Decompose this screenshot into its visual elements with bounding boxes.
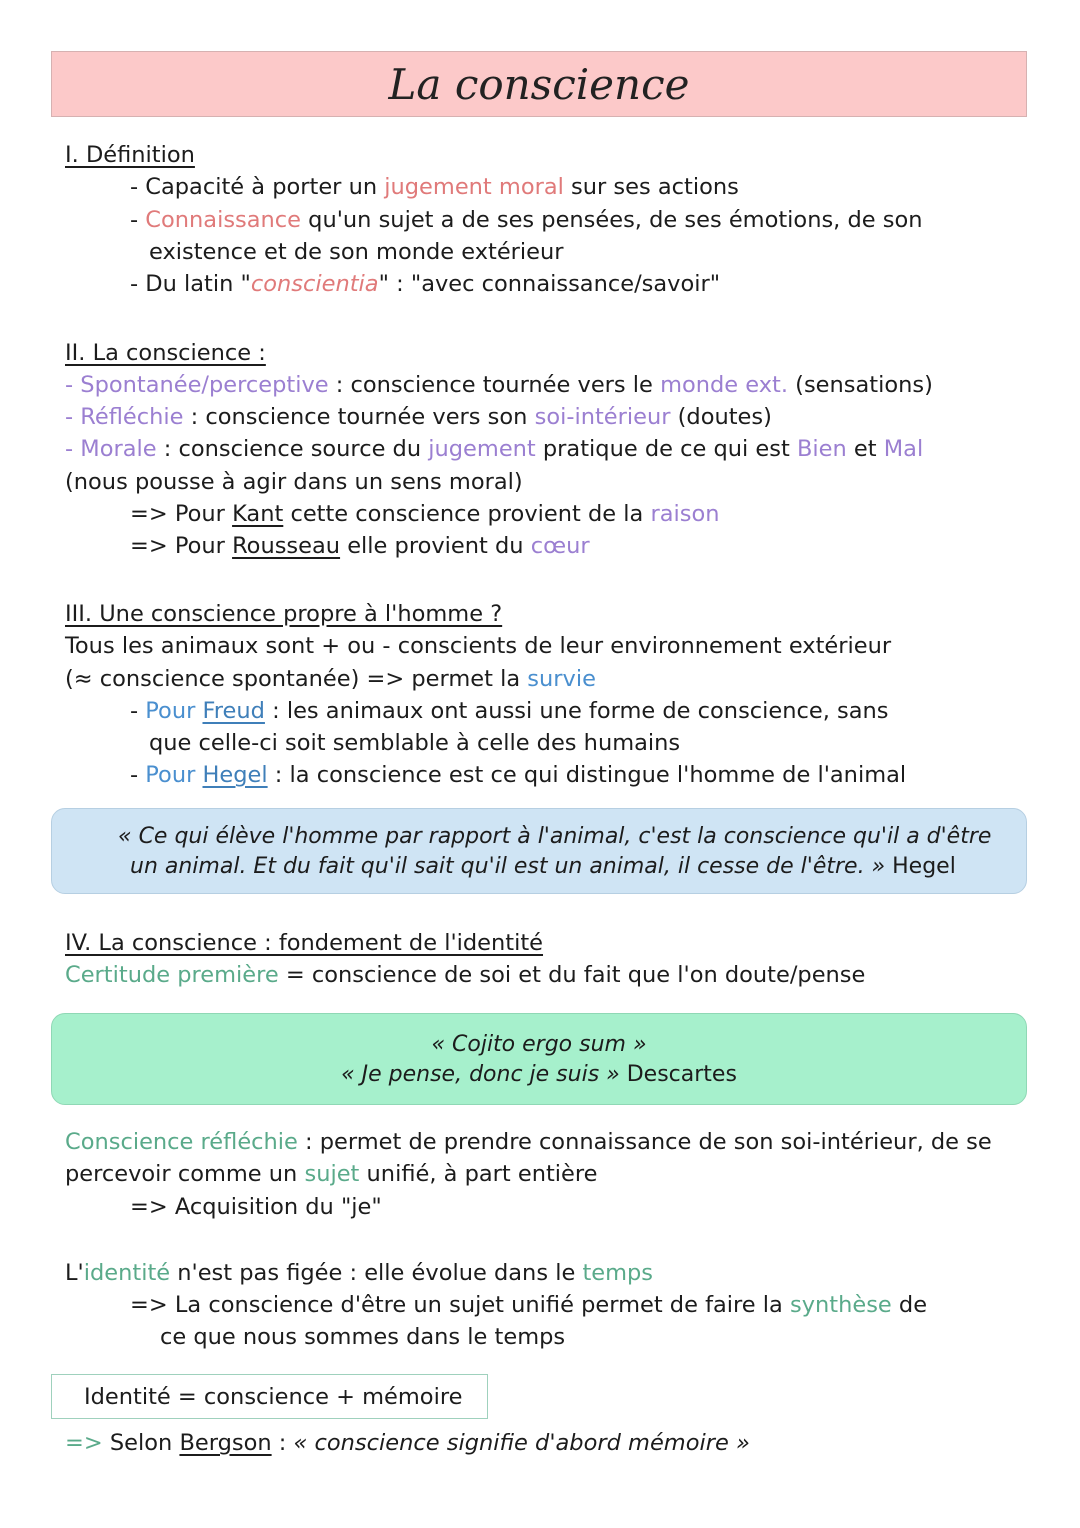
philosopher-name: Kant [232,501,284,527]
text: Pour [145,698,203,724]
text: : permet de prendre connaissance de son soi-intérieur, de se [297,1129,992,1155]
type-morale [65,433,923,465]
type-morale-cont: (nous pousse à agir dans un sens moral) [65,469,523,495]
highlight-term: synthèse [789,1292,892,1318]
certitude-line [65,959,865,991]
dash: - [130,698,146,724]
text: qu'un sujet a de ses pensées, de ses émotions, de son [301,207,923,233]
synthese-line [130,1289,927,1321]
text: (≈ conscience spontanée) => permet la [65,666,528,692]
text: (sensations) [788,372,933,398]
highlight-term: temps [582,1260,654,1286]
highlight-term: Morale [80,436,157,462]
text: cette conscience provient de la [283,501,651,527]
text: : conscience tournée vers le [328,372,661,398]
text: - Capacité à porter un [130,174,385,200]
dash: - [130,762,146,788]
hegel-quote-line-1: « Ce qui élève l'homme par rapport à l'animal, c'est la conscience qu'il a d'être [118,824,992,849]
highlight-term: Connaissance [145,207,302,233]
definition-item-3 [130,268,720,300]
philosopher-name: Bergson [179,1430,272,1456]
quote-text: un animal. Et du fait qu'il sait qu'il est un animal, il cesse de l'être. » [130,854,886,879]
type-reflechie [65,401,772,433]
text: " : "avec connaissance/savoir" [378,271,721,297]
text: et [846,436,884,462]
text: : la conscience est ce qui distingue l'homme de l'animal [267,762,907,788]
philosopher-name: Hegel [202,762,268,788]
highlight-term: soi-intérieur [534,404,671,430]
text: sur ses actions [563,174,739,200]
dash: - [65,404,81,430]
quote-author: Hegel [885,854,956,879]
definition-item-2-cont: existence et de son monde extérieur [149,239,564,265]
text: : [271,1430,294,1456]
acquisition-line: => Acquisition du "je" [130,1194,382,1220]
text: percevoir comme un [65,1161,305,1187]
highlight-term: Certitude première [65,962,279,988]
highlight-term: Réfléchie [80,404,184,430]
identity-line [65,1257,653,1289]
highlight-term: monde ext. [660,372,789,398]
dash: - [65,372,81,398]
survival-line [65,663,596,695]
highlight-term: Spontanée/perceptive [80,372,329,398]
type-spontanee [65,369,933,401]
text: = conscience de soi et du fait que l'on doute/pense [278,962,866,988]
hegel-quote-line-2 [130,852,956,882]
text: de [891,1292,928,1318]
page-title-banner [51,51,1027,117]
freud-line-cont: que celle-ci soit semblable à celle des humains [149,730,681,756]
text: => La conscience d'être un sujet unifié permet de faire la [130,1292,790,1318]
highlight-term: Bien [796,436,847,462]
highlight-term: jugement moral [384,174,564,200]
definition-item-2 [130,204,923,236]
philosopher-name: Rousseau [232,533,341,559]
section-heading-identity: IV. La conscience : fondement de l'identité [65,930,544,956]
kant-line [130,498,719,530]
text: - Du latin " [130,271,251,297]
section-heading-human: III. Une conscience propre à l'homme ? [65,601,503,627]
definition-item-1 [130,171,739,203]
identity-formula-box [51,1374,488,1419]
quote-text: « Je pense, donc je suis » [341,1062,620,1087]
text: (doutes) [670,404,772,430]
highlight-term: cœur [530,533,590,559]
bergson-quote: « conscience signifie d'abord mémoire » [293,1430,750,1456]
highlight-term: Mal [883,436,924,462]
text: - [130,207,146,233]
hegel-line [130,759,906,791]
text: : conscience tournée vers son [183,404,535,430]
rousseau-line [130,530,590,562]
highlight-term: sujet [304,1161,360,1187]
text: => Pour [130,501,233,527]
dash: - [65,436,81,462]
text: L' [65,1260,84,1286]
section-heading-definition: I. Définition [65,142,195,168]
identity-formula: Identité = conscience + mémoire [84,1384,463,1410]
highlight-term: jugement [428,436,536,462]
page-title: La conscience [388,60,690,109]
reflechie-line-2 [65,1158,598,1190]
latin-term: conscientia [250,271,379,297]
descartes-quote-latin: « Cojito ergo sum » [431,1032,647,1057]
highlight-term: identité [83,1260,171,1286]
text: n'est pas figée : elle évolue dans le [170,1260,583,1286]
quote-author: Descartes [619,1062,737,1087]
text: : les animaux ont aussi une forme de conscience, sans [264,698,889,724]
synthese-line-cont: ce que nous sommes dans le temps [160,1324,566,1350]
hegel-quote-box [51,808,1027,894]
text: : conscience source du [156,436,429,462]
animals-line: Tous les animaux sont + ou - conscients de leur environnement extérieur [65,633,892,659]
arrow: => [65,1430,103,1456]
text: => Pour [130,533,233,559]
text: unifié, à part entière [359,1161,598,1187]
descartes-quote-box [51,1013,1027,1105]
descartes-quote-french [52,1060,1026,1090]
text: pratique de ce qui est [535,436,797,462]
philosopher-name: Freud [202,698,265,724]
bergson-line [65,1427,750,1459]
text: Pour [145,762,203,788]
text: Selon [102,1430,180,1456]
highlight-term: raison [650,501,720,527]
section-heading-types: II. La conscience : [65,340,266,366]
reflechie-line-1 [65,1126,992,1158]
highlight-term: survie [527,666,596,692]
freud-line [130,695,889,727]
text: elle provient du [340,533,531,559]
highlight-term: Conscience réfléchie [65,1129,298,1155]
